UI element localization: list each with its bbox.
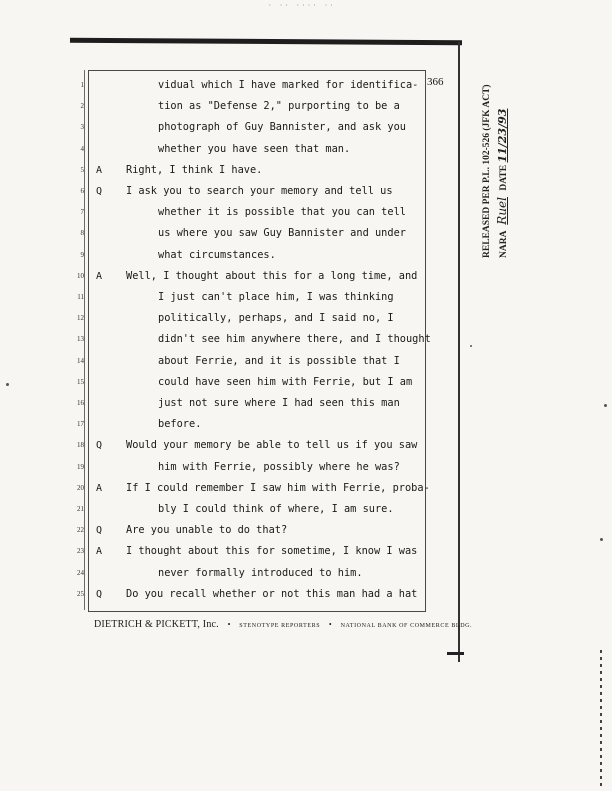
- transcript-line: [0, 414, 612, 435]
- line-text: Do you recall whether or not this man had a hat: [126, 587, 418, 600]
- release-stamp-name-date: [495, 48, 509, 258]
- scan-speck: [470, 345, 472, 347]
- line-number: 20: [77, 483, 84, 492]
- transcript-line: [0, 372, 612, 393]
- line-number: 7: [80, 208, 84, 217]
- line-text: us where you saw Guy Bannister and under: [158, 227, 406, 240]
- stamp-date-label: DATE: [499, 164, 509, 191]
- speaker-label: A: [96, 270, 103, 282]
- stamp-date-value: 11/23/93: [496, 108, 509, 163]
- footer-separator-2: •: [328, 620, 332, 629]
- speaker-label: A: [96, 164, 103, 176]
- line-text: whether you have seen that man.: [158, 142, 351, 155]
- transcript-line: [0, 223, 612, 244]
- line-text: him with Ferrie, possibly where he was?: [158, 460, 400, 473]
- transcript-line: [0, 181, 612, 202]
- line-text: tion as "Defense 2," purporting to be a: [158, 100, 400, 113]
- transcript-line: [0, 541, 612, 562]
- transcript-line: [0, 266, 612, 287]
- line-text: whether it is possible that you can tell: [158, 206, 406, 219]
- line-number: 25: [77, 589, 84, 598]
- transcript-line: [0, 117, 612, 138]
- transcript-line: [0, 499, 612, 520]
- line-number: 22: [77, 526, 84, 535]
- line-number: 2: [80, 102, 84, 111]
- speaker-label: Q: [96, 440, 103, 452]
- transcript-line: [0, 457, 612, 478]
- transcript-line: [0, 75, 612, 96]
- transcript-line: [0, 308, 612, 329]
- transcript-line: [0, 520, 612, 541]
- line-text: photograph of Guy Bannister, and ask you: [158, 121, 406, 134]
- line-text: never formally introduced to him.: [158, 566, 363, 579]
- transcript-line: [0, 393, 612, 414]
- line-text: I ask you to search your memory and tell us: [126, 185, 393, 197]
- line-text: vidual which I have marked for identifica-: [158, 79, 419, 91]
- line-number: 15: [77, 377, 84, 386]
- speaker-label: Q: [96, 525, 103, 537]
- line-number: 19: [77, 462, 84, 471]
- line-number: 11: [77, 293, 84, 301]
- line-text: If I could remember I saw him with Ferrie, proba-: [126, 481, 430, 494]
- footer-firm: DIETRICH & PICKETT, Inc.: [94, 619, 219, 630]
- line-text: I thought about this for sometime, I know I was: [126, 545, 418, 558]
- transcript-line: [0, 329, 612, 350]
- line-text: Would your memory be able to tell us if you saw: [126, 439, 418, 452]
- transcript-line: [0, 160, 612, 181]
- line-text: Right, I think I have.: [126, 163, 263, 176]
- line-number: 18: [77, 441, 84, 450]
- line-number: 17: [77, 420, 84, 429]
- transcript-line: [0, 245, 612, 266]
- scan-speck: [604, 404, 607, 407]
- speaker-label: Q: [96, 186, 103, 197]
- line-text: politically, perhaps, and I said no, I: [158, 312, 394, 325]
- line-number: 12: [77, 314, 84, 323]
- line-number: 9: [80, 250, 84, 259]
- page-number: 366: [427, 76, 444, 88]
- transcript-line: [0, 139, 612, 160]
- line-text: just not sure where I had seen this man: [158, 397, 400, 409]
- transcript-line: [0, 584, 612, 605]
- scan-speck: [6, 383, 9, 386]
- line-number: 3: [80, 123, 84, 132]
- bottom-hook-rule: [447, 652, 464, 655]
- line-number: 4: [80, 144, 84, 153]
- line-number: 23: [77, 547, 84, 556]
- footer-separator-1: •: [227, 620, 231, 629]
- transcript-line: [0, 287, 612, 308]
- line-number: 21: [77, 505, 84, 513]
- scan-edge-marks: [600, 650, 602, 790]
- line-text: bly I could think of where, I am sure.: [158, 503, 394, 515]
- transcript-line: [0, 563, 612, 584]
- line-text: could have seen him with Ferrie, but I am: [158, 375, 413, 388]
- transcript-line: [0, 478, 612, 499]
- footer-service: STENOTYPE REPORTERS: [239, 623, 321, 629]
- line-number: 16: [77, 399, 84, 407]
- line-number: 24: [77, 568, 84, 577]
- release-stamp: [482, 48, 509, 258]
- stamp-signature: Ruel: [495, 197, 509, 225]
- line-number: 6: [80, 187, 84, 195]
- line-text: Are you unable to do that?: [126, 524, 288, 537]
- footer: [94, 619, 472, 630]
- top-rule: [70, 38, 462, 45]
- transcript-line: [0, 351, 612, 372]
- header-marks: · ·· ···· ··: [268, 2, 336, 9]
- release-stamp-line: RELEASED PER P.L. 102-526 (JFK ACT): [482, 84, 492, 258]
- line-number: 13: [77, 335, 84, 344]
- transcript-line: [0, 435, 612, 456]
- speaker-label: A: [96, 546, 103, 558]
- line-text: what circumstances.: [158, 248, 276, 261]
- line-number: 5: [80, 165, 84, 174]
- line-text: about Ferrie, and it is possible that I: [158, 354, 400, 367]
- line-text: before.: [158, 418, 202, 431]
- speaker-label: A: [96, 482, 103, 494]
- line-text: Well, I thought about this for a long time, and: [126, 269, 418, 282]
- line-number: 14: [77, 356, 84, 365]
- line-number: 1: [80, 81, 84, 89]
- scan-speck: [600, 538, 603, 541]
- line-number: 10: [77, 271, 84, 280]
- speaker-label: Q: [96, 588, 103, 600]
- line-text: I just can't place him, I was thinking: [158, 291, 394, 303]
- stamp-name-label: NARA: [499, 231, 509, 258]
- footer-address: NATIONAL BANK OF COMMERCE BLDG.: [340, 623, 473, 629]
- line-number: 8: [80, 229, 84, 238]
- transcript-line: [0, 202, 612, 223]
- transcript-line: [0, 96, 612, 117]
- line-text: didn't see him anywhere there, and I thought: [158, 333, 431, 346]
